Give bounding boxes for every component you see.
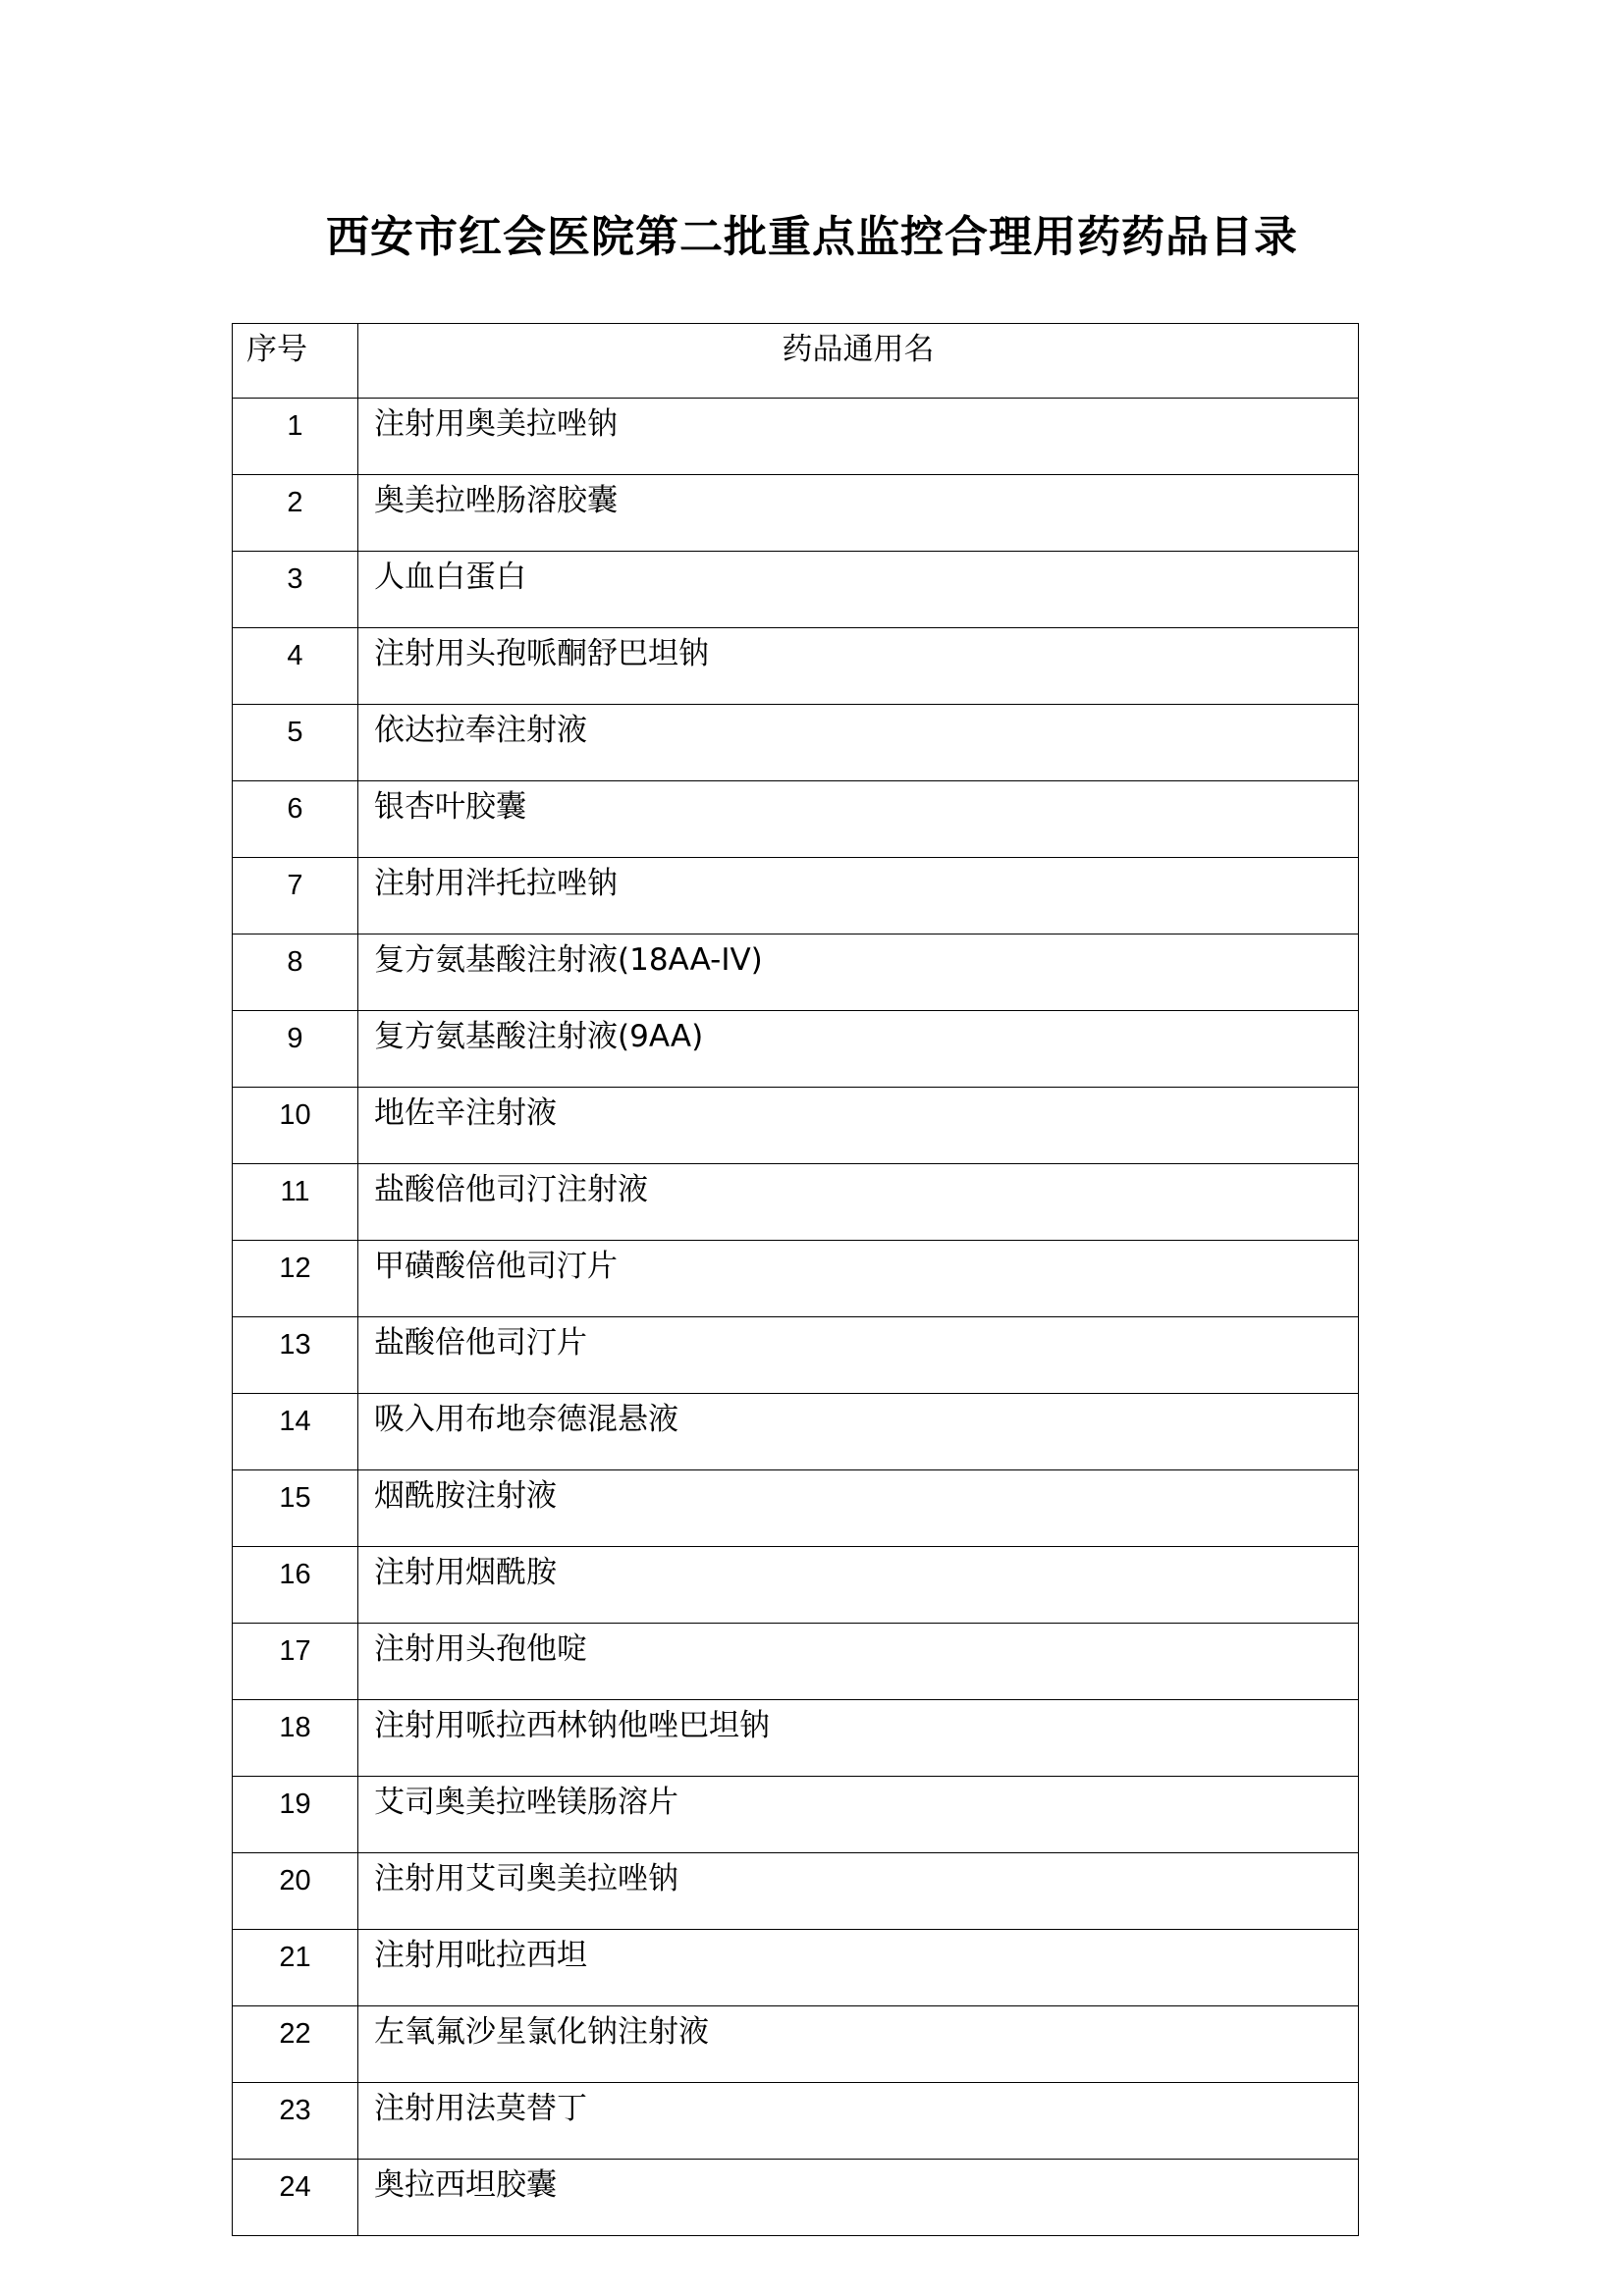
row-number: 11 <box>233 1164 358 1241</box>
row-number: 2 <box>233 475 358 552</box>
row-number: 4 <box>233 628 358 705</box>
table-row <box>233 2160 1359 2236</box>
row-number: 16 <box>233 1547 358 1624</box>
table-row <box>233 1700 1359 1777</box>
row-number: 6 <box>233 781 358 858</box>
row-number: 10 <box>233 1088 358 1164</box>
row-number: 9 <box>233 1011 358 1088</box>
drug-name: 注射用泮托拉唑钠 <box>358 858 1359 934</box>
row-number: 19 <box>233 1777 358 1853</box>
table-row <box>233 1777 1359 1853</box>
drug-name: 烟酰胺注射液 <box>358 1470 1359 1547</box>
table-body <box>233 399 1359 2236</box>
drug-name: 注射用头孢他啶 <box>358 1624 1359 1700</box>
table-row <box>233 1470 1359 1547</box>
table-row <box>233 1547 1359 1624</box>
drug-name: 银杏叶胶囊 <box>358 781 1359 858</box>
table-row <box>233 1164 1359 1241</box>
row-number: 15 <box>233 1470 358 1547</box>
drug-name: 注射用奥美拉唑钠 <box>358 399 1359 475</box>
drug-name: 注射用吡拉西坦 <box>358 1930 1359 2006</box>
drug-name: 奥美拉唑肠溶胶囊 <box>358 475 1359 552</box>
row-number: 20 <box>233 1853 358 1930</box>
table-row <box>233 1394 1359 1470</box>
row-number: 7 <box>233 858 358 934</box>
column-header-drug-name: 药品通用名 <box>358 324 1359 399</box>
row-number: 12 <box>233 1241 358 1317</box>
table-row <box>233 1317 1359 1394</box>
table-row <box>233 628 1359 705</box>
row-number: 18 <box>233 1700 358 1777</box>
drug-name: 艾司奥美拉唑镁肠溶片 <box>358 1777 1359 1853</box>
table-row <box>233 934 1359 1011</box>
table-row <box>233 1930 1359 2006</box>
document-title: 西安市红会医院第二批重点监控合理用药药品目录 <box>326 212 1298 262</box>
table-row <box>233 552 1359 628</box>
column-header-number: 序号 <box>233 324 358 399</box>
table-row <box>233 858 1359 934</box>
row-number: 14 <box>233 1394 358 1470</box>
drug-name: 盐酸倍他司汀注射液 <box>358 1164 1359 1241</box>
row-number: 8 <box>233 934 358 1011</box>
row-number: 22 <box>233 2006 358 2083</box>
row-number: 1 <box>233 399 358 475</box>
table-header-row <box>233 324 1359 399</box>
table-row <box>233 399 1359 475</box>
drug-name: 注射用哌拉西林钠他唑巴坦钠 <box>358 1700 1359 1777</box>
drug-name: 盐酸倍他司汀片 <box>358 1317 1359 1394</box>
table-row <box>233 1624 1359 1700</box>
drug-name: 依达拉奉注射液 <box>358 705 1359 781</box>
drug-name: 人血白蛋白 <box>358 552 1359 628</box>
drug-name: 复方氨基酸注射液(18AA-IV) <box>358 934 1359 1011</box>
drug-name: 奥拉西坦胶囊 <box>358 2160 1359 2236</box>
table-row <box>233 1011 1359 1088</box>
drug-name: 注射用艾司奥美拉唑钠 <box>358 1853 1359 1930</box>
row-number: 23 <box>233 2083 358 2160</box>
drug-name: 甲磺酸倍他司汀片 <box>358 1241 1359 1317</box>
table-row <box>233 2006 1359 2083</box>
drug-name: 地佐辛注射液 <box>358 1088 1359 1164</box>
table-row <box>233 1088 1359 1164</box>
row-number: 17 <box>233 1624 358 1700</box>
drug-name: 吸入用布地奈德混悬液 <box>358 1394 1359 1470</box>
row-number: 21 <box>233 1930 358 2006</box>
row-number: 24 <box>233 2160 358 2236</box>
drug-name: 复方氨基酸注射液(9AA) <box>358 1011 1359 1088</box>
table-row <box>233 781 1359 858</box>
table-row <box>233 1241 1359 1317</box>
drug-name: 左氧氟沙星氯化钠注射液 <box>358 2006 1359 2083</box>
row-number: 13 <box>233 1317 358 1394</box>
table-row <box>233 2083 1359 2160</box>
row-number: 3 <box>233 552 358 628</box>
drug-name: 注射用头孢哌酮舒巴坦钠 <box>358 628 1359 705</box>
table-row <box>233 705 1359 781</box>
row-number: 5 <box>233 705 358 781</box>
table-row <box>233 1853 1359 1930</box>
drug-name: 注射用烟酰胺 <box>358 1547 1359 1624</box>
drug-catalog-table <box>232 323 1359 2236</box>
table-row <box>233 475 1359 552</box>
drug-name: 注射用法莫替丁 <box>358 2083 1359 2160</box>
